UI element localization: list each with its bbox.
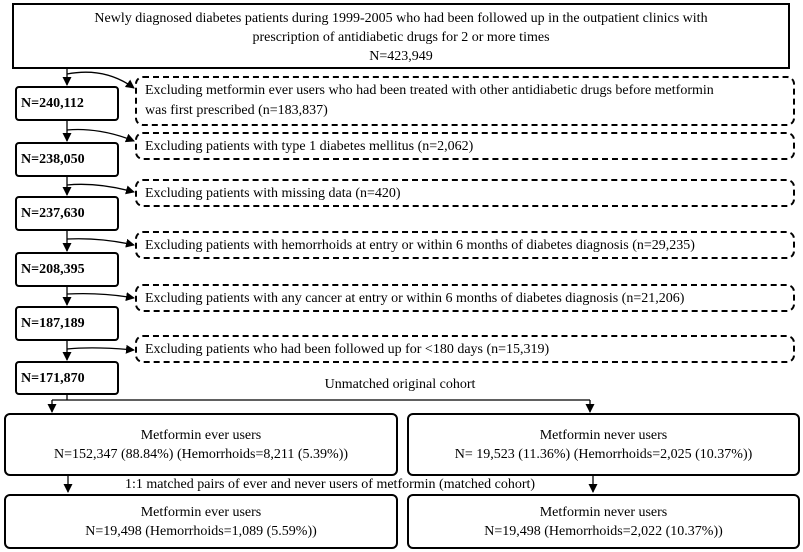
exclusion-text: Excluding patients with hemorrhoids at entry or within 6 months of diabetes diagnosis (n=29,235) — [145, 237, 695, 253]
group-title: Metformin ever users — [140, 504, 262, 520]
group-detail: N=19,498 (Hemorrhoids=2,022 (10.37%)) — [484, 523, 723, 539]
step-count-box — [15, 86, 119, 121]
step-count-box — [15, 142, 119, 177]
group-title: Metformin never users — [539, 427, 668, 443]
unmatched-never-users-box — [407, 413, 800, 476]
step-count-box — [15, 361, 119, 395]
group-title: Metformin ever users — [140, 427, 262, 443]
step-count-box — [15, 196, 119, 231]
unmatched-cohort-label: Unmatched original cohort — [324, 377, 476, 392]
step-count: N=240,112 — [21, 96, 84, 111]
initial-cohort-box — [12, 3, 790, 69]
group-detail: N=19,498 (Hemorrhoids=1,089 (5.59%)) — [85, 523, 317, 539]
initial-cohort-line1: Newly diagnosed diabetes patients during 1999-2005 who had been followed up in the outpatient clinics with — [94, 11, 708, 26]
step-count-box — [15, 252, 119, 287]
step-count: N=171,870 — [21, 370, 85, 386]
exclusion-box — [135, 179, 795, 207]
step-count: N=208,395 — [21, 262, 85, 277]
group-title: Metformin never users — [539, 504, 668, 520]
exclusion-text: Excluding patients who had been followed up for <180 days (n=15,319) — [145, 341, 550, 357]
step-count: N=238,050 — [21, 152, 85, 167]
exclusion-text: Excluding patients with type 1 diabetes mellitus (n=2,062) — [145, 138, 474, 154]
arrow-exclusion-6 — [67, 348, 134, 350]
step-count-box — [15, 306, 119, 341]
initial-cohort-count: N=423,949 — [369, 49, 433, 64]
exclusion-text: Excluding metformin ever users who had been treated with other antidiabetic drugs before metformin was first prescribed (n=183,837) — [145, 83, 714, 118]
exclusion-box — [135, 335, 795, 363]
arrow-exclusion-4 — [67, 239, 134, 245]
step-count: N=187,189 — [21, 316, 85, 331]
arrow-exclusion-3 — [67, 184, 134, 192]
matched-never-users-box — [407, 494, 800, 549]
exclusion-box — [135, 132, 795, 160]
initial-cohort-line2: prescription of antidiabetic drugs for 2 or more times — [252, 30, 550, 45]
exclusion-text: Excluding patients with missing data (n=420) — [145, 185, 401, 201]
matched-ever-users-box — [4, 494, 398, 549]
exclusion-text: Excluding patients with any cancer at entry or within 6 months of diabetes diagnosis (n=21,206) — [145, 290, 685, 306]
exclusion-box — [135, 284, 795, 312]
arrow-exclusion-5 — [67, 294, 134, 298]
matched-cohort-label: 1:1 matched pairs of ever and never users of metformin (matched cohort) — [124, 477, 536, 492]
exclusion-box — [135, 231, 795, 259]
arrow-exclusion-2 — [67, 129, 134, 141]
exclusion-box — [135, 76, 795, 126]
group-detail: N=152,347 (88.84%) (Hemorrhoids=8,211 (5.39%)) — [53, 446, 349, 462]
unmatched-ever-users-box — [4, 413, 398, 476]
step-count: N=237,630 — [21, 206, 85, 221]
group-detail: N= 19,523 (11.36%) (Hemorrhoids=2,025 (10.37%)) — [454, 446, 753, 462]
